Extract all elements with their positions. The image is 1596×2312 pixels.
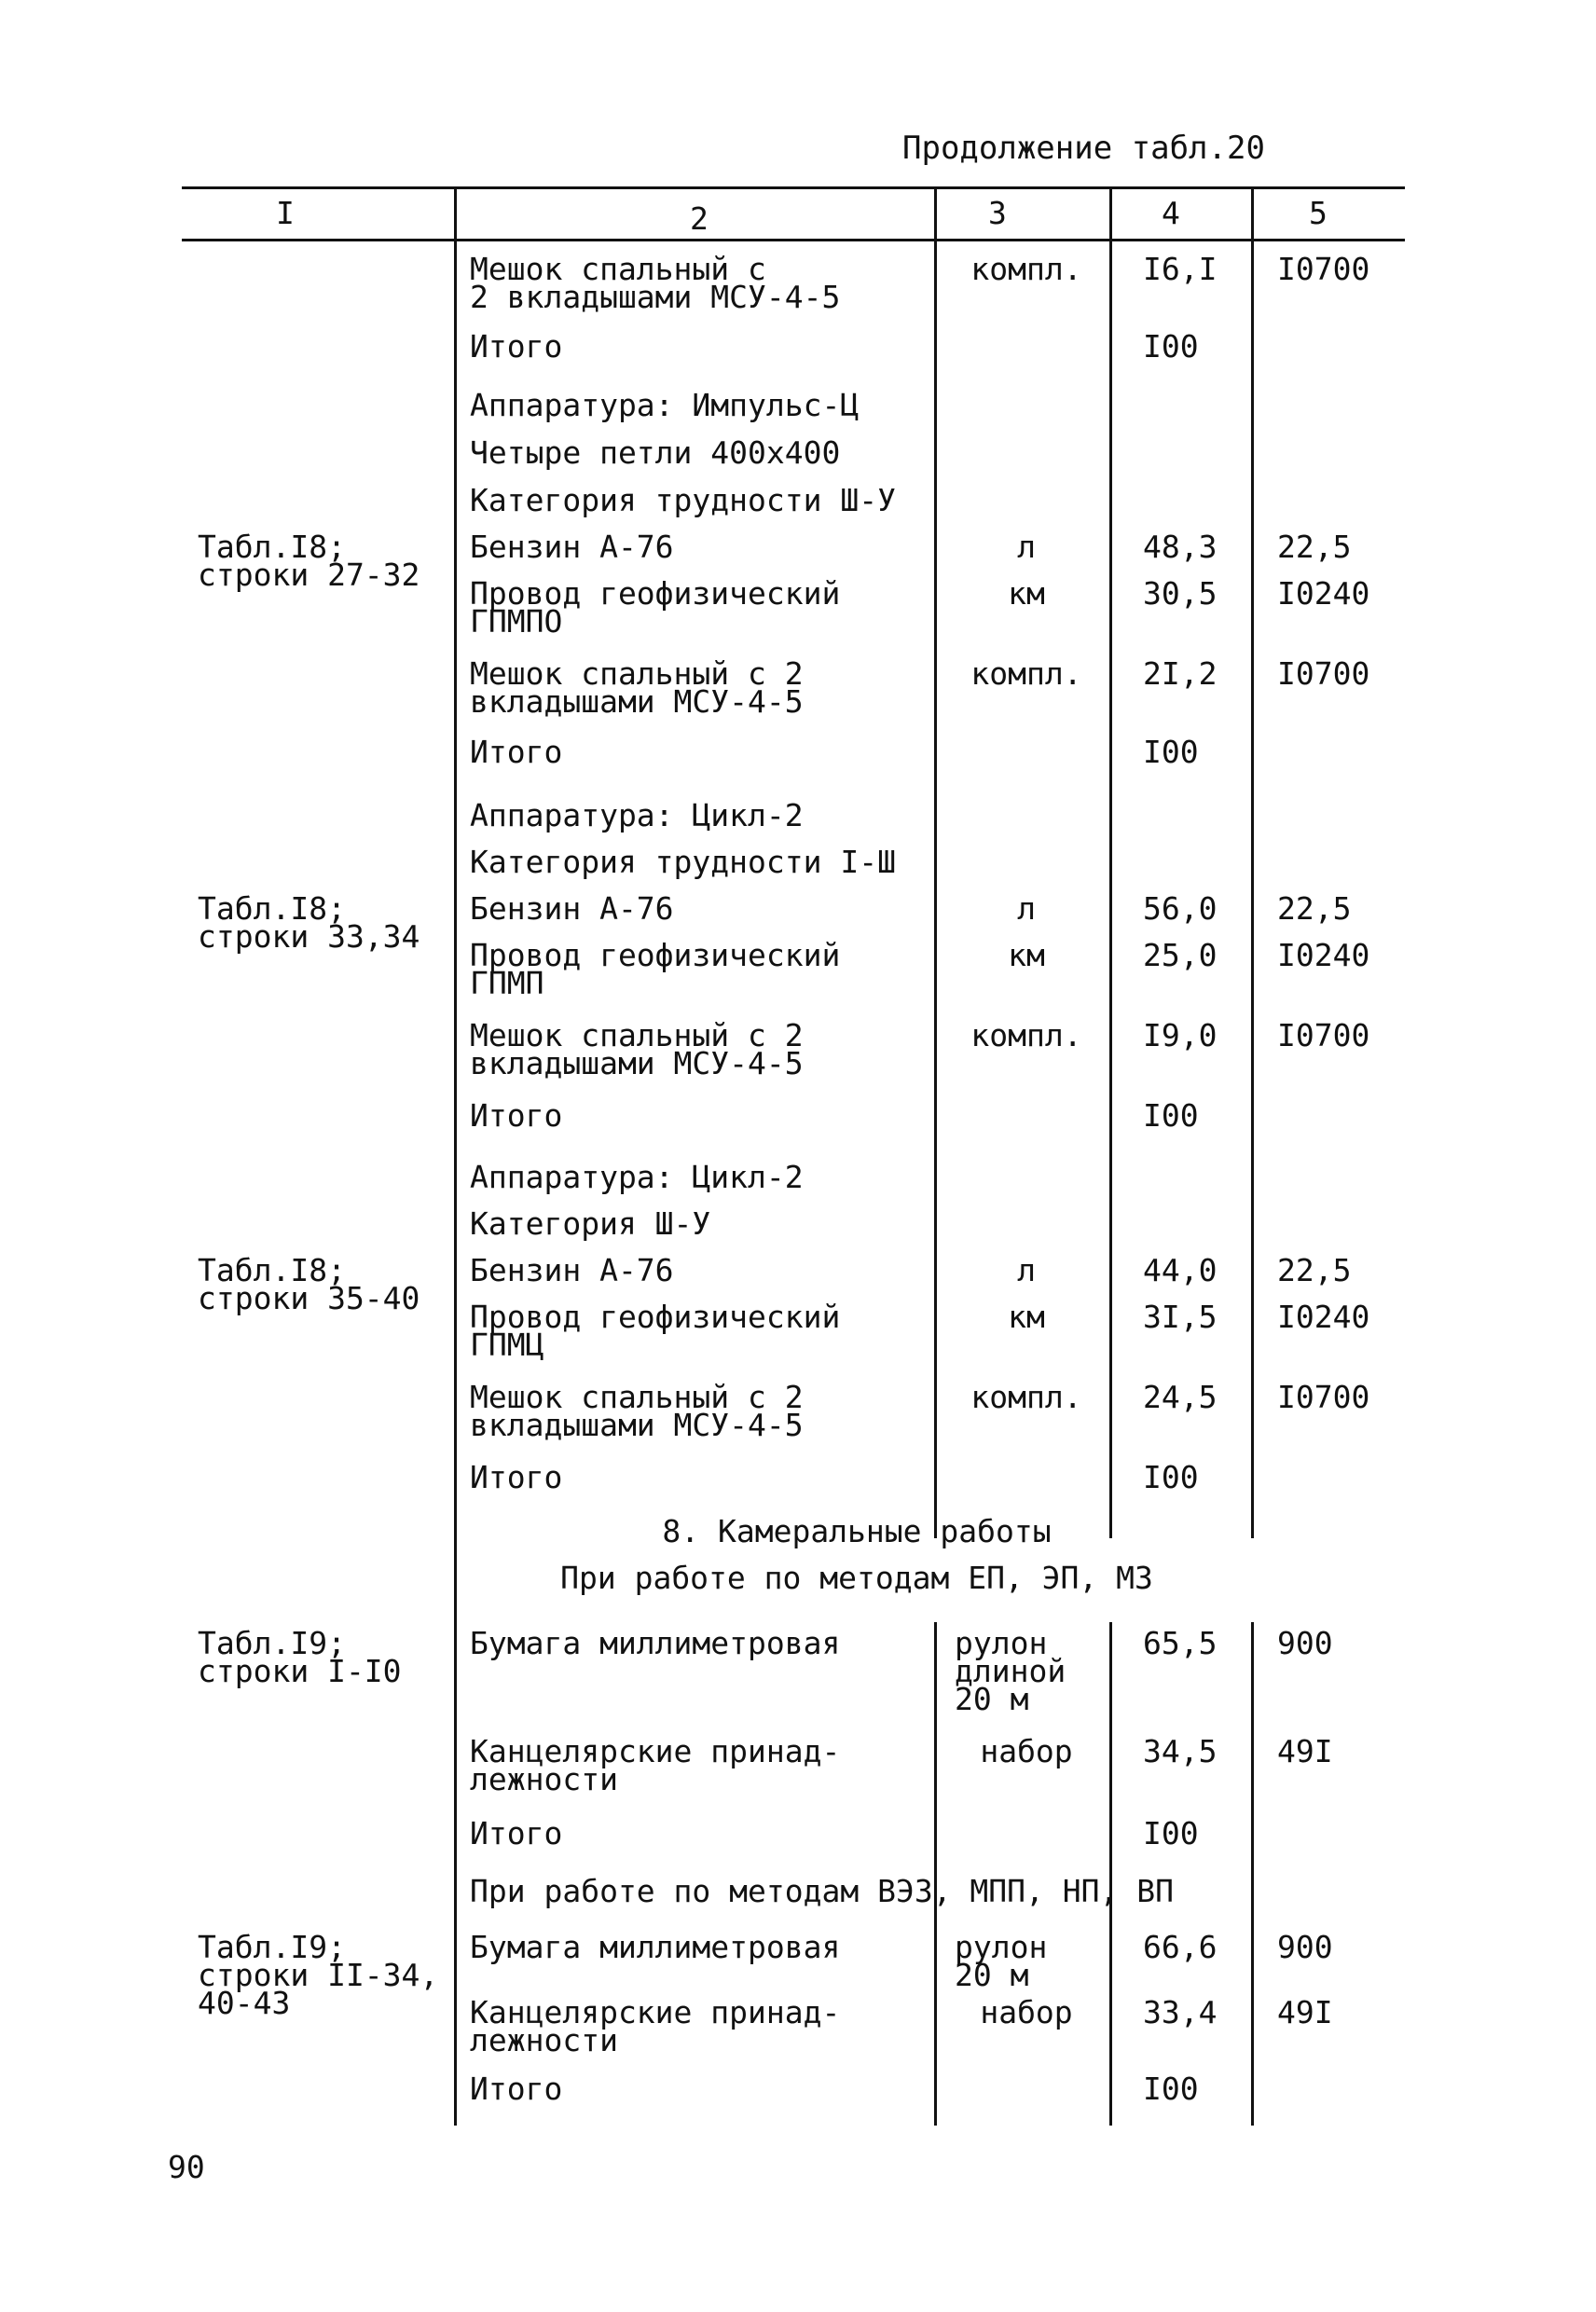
quantity-cell: I9,0 [1143, 1017, 1218, 1053]
item-name: Мешок спальный с [470, 251, 766, 287]
price-cell: 49I [1277, 1733, 1333, 1769]
quantity-cell: I00 [1143, 734, 1199, 770]
item-name: Мешок спальный с 2 [470, 1017, 804, 1053]
item-name: Аппаратура: Цикл-2 [470, 797, 804, 833]
item-name: ГПМПО [470, 603, 563, 640]
reference-label: Табл.I9; [198, 1929, 346, 1965]
reference-label: строки 27-32 [198, 557, 420, 593]
header-bottom-rule [182, 239, 1405, 241]
item-name: вкладышами МСУ-4-5 [470, 1407, 804, 1443]
reference-label: Табл.I8; [198, 529, 346, 565]
quantity-cell: 34,5 [1143, 1733, 1218, 1769]
quantity-cell: 2I,2 [1143, 655, 1218, 692]
item-name: Итого [470, 2071, 563, 2107]
quantity-cell: I00 [1143, 1097, 1199, 1134]
unit-cell: рулон [955, 1625, 1048, 1661]
item-name: Бумага миллиметровая [470, 1625, 841, 1661]
header-col-3: 3 [988, 195, 1007, 231]
section-heading: 8. Камеральные работы [662, 1513, 1052, 1549]
item-name: Провод геофизический [470, 575, 841, 612]
price-cell: 22,5 [1277, 1252, 1352, 1288]
quantity-cell: 30,5 [1143, 575, 1218, 612]
column-divider-3a [1109, 186, 1112, 1538]
item-name: 2 вкладышами МСУ-4-5 [470, 279, 841, 315]
unit-cell: 20 м [955, 1957, 1029, 1993]
item-name: Итого [470, 1097, 563, 1134]
item-name: Мешок спальный с 2 [470, 1379, 804, 1415]
quantity-cell: 3I,5 [1143, 1299, 1218, 1335]
quantity-cell: 25,0 [1143, 937, 1218, 973]
price-cell: 900 [1277, 1929, 1333, 1965]
item-name: вкладышами МСУ-4-5 [470, 683, 804, 720]
unit-cell: л [1017, 890, 1036, 927]
unit-cell: км [1008, 575, 1045, 612]
quantity-cell: 48,3 [1143, 529, 1218, 565]
unit-cell: компл. [970, 1017, 1082, 1053]
item-name: ГПМЦ [470, 1327, 544, 1363]
price-cell: I0700 [1277, 1379, 1370, 1415]
quantity-cell: 33,4 [1143, 1994, 1218, 2030]
reference-label: строки II-34, [198, 1957, 439, 1993]
header-col-2: 2 [690, 200, 709, 237]
column-divider-4a [1251, 186, 1254, 1538]
header-col-5: 5 [1309, 195, 1328, 231]
item-name: Категория Ш-У [470, 1205, 711, 1242]
unit-cell: компл. [970, 1379, 1082, 1415]
quantity-cell: I00 [1143, 328, 1199, 365]
section-subheading: При работе по методам ВЭЗ, МПП, НП, ВП [470, 1873, 1174, 1909]
price-cell: I0240 [1277, 575, 1370, 612]
price-cell: 22,5 [1277, 890, 1352, 927]
quantity-cell: 65,5 [1143, 1625, 1218, 1661]
price-cell: 22,5 [1277, 529, 1352, 565]
reference-label: строки 33,34 [198, 918, 420, 955]
quantity-cell: I00 [1143, 1459, 1199, 1495]
header-col-4: 4 [1162, 195, 1180, 231]
reference-label: Табл.I8; [198, 890, 346, 927]
reference-label: Табл.I8; [198, 1252, 346, 1288]
item-name: Категория трудности Ш-У [470, 482, 896, 518]
item-name: Итого [470, 1459, 563, 1495]
item-name: лежности [470, 1761, 618, 1797]
item-name: Бензин А-76 [470, 1252, 674, 1288]
reference-label: Табл.I9; [198, 1625, 346, 1661]
quantity-cell: I6,I [1143, 251, 1218, 287]
table-caption: Продолжение табл.20 [902, 130, 1265, 167]
item-name: ГПМП [470, 965, 544, 1001]
item-name: Итого [470, 1815, 563, 1851]
item-name: Категория трудности I-Ш [470, 844, 896, 880]
unit-cell: длиной [955, 1653, 1066, 1689]
price-cell: I0700 [1277, 1017, 1370, 1053]
column-divider-4b [1251, 1622, 1254, 2126]
item-name: Итого [470, 328, 563, 365]
reference-label: строки I-I0 [198, 1653, 402, 1689]
quantity-cell: I00 [1143, 1815, 1199, 1851]
unit-cell: км [1008, 937, 1045, 973]
quantity-cell: I00 [1143, 2071, 1199, 2107]
price-cell: 49I [1277, 1994, 1333, 2030]
unit-cell: км [1008, 1299, 1045, 1335]
item-name: Итого [470, 734, 563, 770]
reference-label: 40-43 [198, 1985, 291, 2021]
unit-cell: л [1017, 1252, 1036, 1288]
price-cell: I0700 [1277, 655, 1370, 692]
unit-cell: компл. [970, 655, 1082, 692]
item-name: вкладышами МСУ-4-5 [470, 1045, 804, 1081]
item-name: Аппаратура: Цикл-2 [470, 1159, 804, 1195]
unit-cell: рулон [955, 1929, 1048, 1965]
unit-cell: набор [980, 1994, 1073, 2030]
unit-cell: набор [980, 1733, 1073, 1769]
item-name: Бумага миллиметровая [470, 1929, 841, 1965]
item-name: Бензин А-76 [470, 529, 674, 565]
reference-label: строки 35-40 [198, 1280, 420, 1316]
price-cell: 900 [1277, 1625, 1333, 1661]
section-heading: При работе по методам ЕП, ЭП, МЗ [560, 1560, 1153, 1596]
price-cell: I0240 [1277, 1299, 1370, 1335]
item-name: Бензин А-76 [470, 890, 674, 927]
item-name: Мешок спальный с 2 [470, 655, 804, 692]
unit-cell: 20 м [955, 1681, 1029, 1717]
unit-cell: компл. [970, 251, 1082, 287]
item-name: лежности [470, 2022, 618, 2058]
quantity-cell: 24,5 [1143, 1379, 1218, 1415]
price-cell: I0700 [1277, 251, 1370, 287]
item-name: Аппаратура: Импульс-Ц [470, 387, 860, 423]
item-name: Провод геофизический [470, 937, 841, 973]
quantity-cell: 56,0 [1143, 890, 1218, 927]
column-divider-1 [454, 186, 457, 2126]
quantity-cell: 44,0 [1143, 1252, 1218, 1288]
item-name: Провод геофизический [470, 1299, 841, 1335]
table-top-rule [182, 186, 1405, 189]
page-number: 90 [168, 2149, 205, 2185]
header-col-1: I [276, 195, 295, 231]
column-divider-2a [934, 186, 937, 1538]
item-name: Четыре петли 400х400 [470, 434, 841, 471]
price-cell: I0240 [1277, 937, 1370, 973]
quantity-cell: 66,6 [1143, 1929, 1218, 1965]
item-name: Канцелярские принад- [470, 1994, 841, 2030]
item-name: Канцелярские принад- [470, 1733, 841, 1769]
unit-cell: л [1017, 529, 1036, 565]
